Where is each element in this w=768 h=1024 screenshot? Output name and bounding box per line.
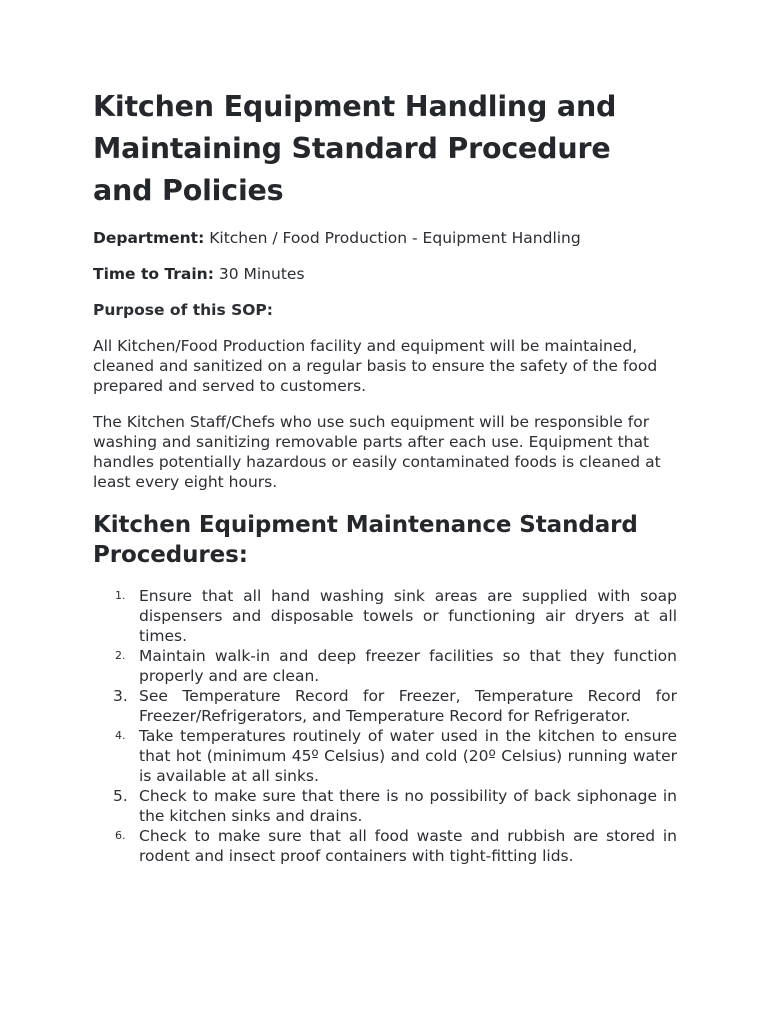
document-page: [93, 86, 677, 866]
list-item-number: 5.: [113, 787, 128, 805]
list-item-text: Take temperatures routinely of water used in the kitchen to ensure that hot (minimum 45º Celsius) and cold (20º Celsius) running water is available at all sinks.: [139, 727, 677, 785]
purpose-paragraph-1: All Kitchen/Food Production facility and equipment will be maintained, cleaned and sanitized on a regular basis to ensure the safety of the food prepared and served to customers.: [93, 337, 658, 395]
list-item-number: 1.: [115, 589, 126, 602]
list-item-text: See Temperature Record for Freezer, Temperature Record for Freezer/Refrigerators, and Temperature Record for Refrigerator.: [139, 687, 677, 725]
list-item-text: Check to make sure that there is no possibility of back siphonage in the kitchen sinks and drains.: [139, 787, 677, 825]
department-label: Department:: [93, 229, 205, 247]
time-to-train-value: 30 Minutes: [213, 265, 305, 283]
section-heading: Kitchen Equipment Maintenance Standard Procedures:: [93, 512, 638, 568]
list-item-number: 2.: [115, 649, 126, 662]
list-item: [93, 786, 677, 826]
department-value: Kitchen / Food Production - Equipment Handling: [204, 229, 581, 247]
document-title: Kitchen Equipment Handling and Maintaining Standard Procedure and Policies: [93, 90, 617, 207]
list-item-number: 4.: [115, 729, 126, 742]
list-item-text: Maintain walk-in and deep freezer facilities so that they function properly and are clean.: [139, 647, 677, 685]
list-item: [93, 686, 677, 726]
list-item-text: Check to make sure that all food waste and rubbish are stored in rodent and insect proof containers with tight-fitting lids.: [139, 827, 677, 865]
list-item: [93, 826, 677, 866]
list-item-text: Ensure that all hand washing sink areas are supplied with soap dispensers and disposable towels or functioning air dryers at all times.: [139, 587, 677, 645]
list-item: [93, 646, 677, 686]
time-to-train-label: Time to Train:: [93, 265, 214, 283]
department-line: [93, 228, 677, 248]
time-to-train-line: [93, 264, 677, 284]
purpose-heading: Purpose of this SOP:: [93, 301, 273, 319]
list-item-number: 6.: [115, 829, 126, 842]
list-item: [93, 726, 677, 786]
purpose-paragraph-2: The Kitchen Staff/Chefs who use such equipment will be responsible for washing and sanitizing removable parts after each use. Equipment that handles potentially hazardous or easily contaminated foods is cleaned at least every eight hours.: [93, 413, 661, 491]
list-item-number: 3.: [113, 687, 128, 705]
procedure-list: [93, 586, 677, 866]
list-item: [93, 586, 677, 646]
